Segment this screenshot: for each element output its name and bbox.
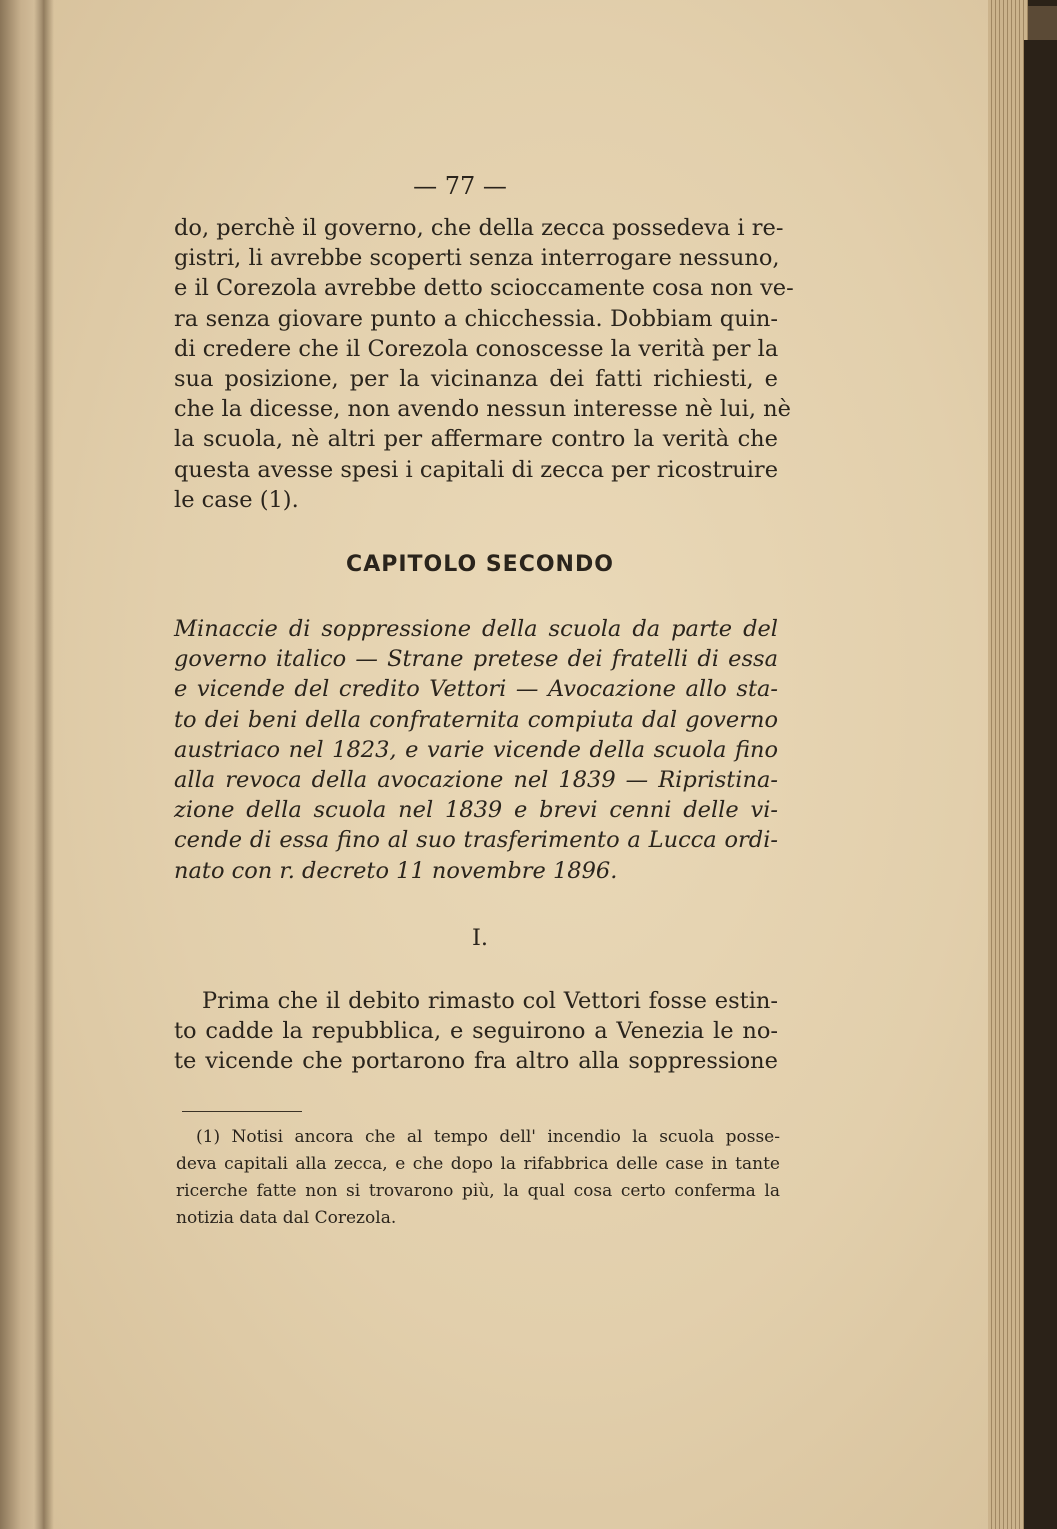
summary-line: Minaccie di soppressione della scuola da parte del xyxy=(174,616,778,642)
chapter-title: CAPITOLO SECONDO xyxy=(346,552,614,577)
footnote-line: ricerche fatte non si trovarono più, la qual cosa certo conferma la xyxy=(176,1181,780,1201)
summary-line: zione della scuola nel 1839 e brevi cenni delle vi- xyxy=(174,797,778,824)
summary-line: cende di essa fino al suo trasferimento a Lucca ordi- xyxy=(174,827,778,854)
summary-line: nato con r. decreto 11 novembre 1896. xyxy=(174,857,618,884)
footnote-line: deva capitali alla zecca, e che dopo la rifabbrica delle case in tante xyxy=(176,1154,780,1174)
text-line: questa avesse spesi i capitali di zecca per ricostruire xyxy=(174,456,779,483)
text-line: e il Corezola avrebbe detto scioccamente cosa non ve- xyxy=(174,275,794,302)
paragraph-1 xyxy=(174,213,794,515)
text-line: la scuola, nè altri per affermare contro la verità che xyxy=(174,426,778,453)
summary-line: to dei beni della confraternita compiuta dal governo xyxy=(174,706,778,733)
scan-shadow xyxy=(1024,40,1057,1529)
footnote-line: notizia data dal Corezola. xyxy=(176,1208,397,1228)
summary-line: austriaco nel 1823, e varie vicende della scuola fino xyxy=(174,736,778,763)
text-line: to cadde la repubblica, e seguirono a Venezia le no- xyxy=(174,1018,778,1045)
chapter-summary xyxy=(174,614,778,886)
text-line: sua posizione, per la vicinanza dei fatti richiesti, e xyxy=(174,365,778,392)
text-line: te vicende che portarono fra altro alla soppressione xyxy=(174,1048,778,1075)
page-number: — 77 — xyxy=(413,172,507,200)
text-line: di credere che il Corezola conoscesse la verità per la xyxy=(174,335,779,362)
summary-line: e vicende del credito Vettori — Avocazione allo sta- xyxy=(174,676,778,703)
text-line: do, perchè il governo, che della zecca possedeva i re- xyxy=(174,215,784,241)
text-line: le case (1). xyxy=(174,486,299,513)
summary-line: alla revoca della avocazione nel 1839 — Ripristina- xyxy=(174,766,778,793)
footnote xyxy=(176,1124,780,1232)
paragraph-2 xyxy=(174,986,778,1077)
binding-gutter xyxy=(34,0,54,1529)
footnote-line: (1) Notisi ancora che al tempo dell' incendio la scuola posse- xyxy=(196,1127,780,1147)
text-line: che la dicesse, non avendo nessun interesse nè lui, nè xyxy=(174,396,791,423)
text-line: ra senza giovare punto a chicchessia. Dobbiam quin- xyxy=(174,305,778,332)
text-line: Prima che il debito rimasto col Vettori fosse estin- xyxy=(202,988,778,1014)
section-numeral: I. xyxy=(471,925,489,951)
footnote-rule xyxy=(182,1111,302,1112)
text-line: gistri, li avrebbe scoperti senza interrogare nessuno, xyxy=(174,245,780,272)
page-stack-edge xyxy=(988,0,1028,1529)
summary-line: governo italico — Strane pretese dei fratelli di essa xyxy=(174,646,778,673)
